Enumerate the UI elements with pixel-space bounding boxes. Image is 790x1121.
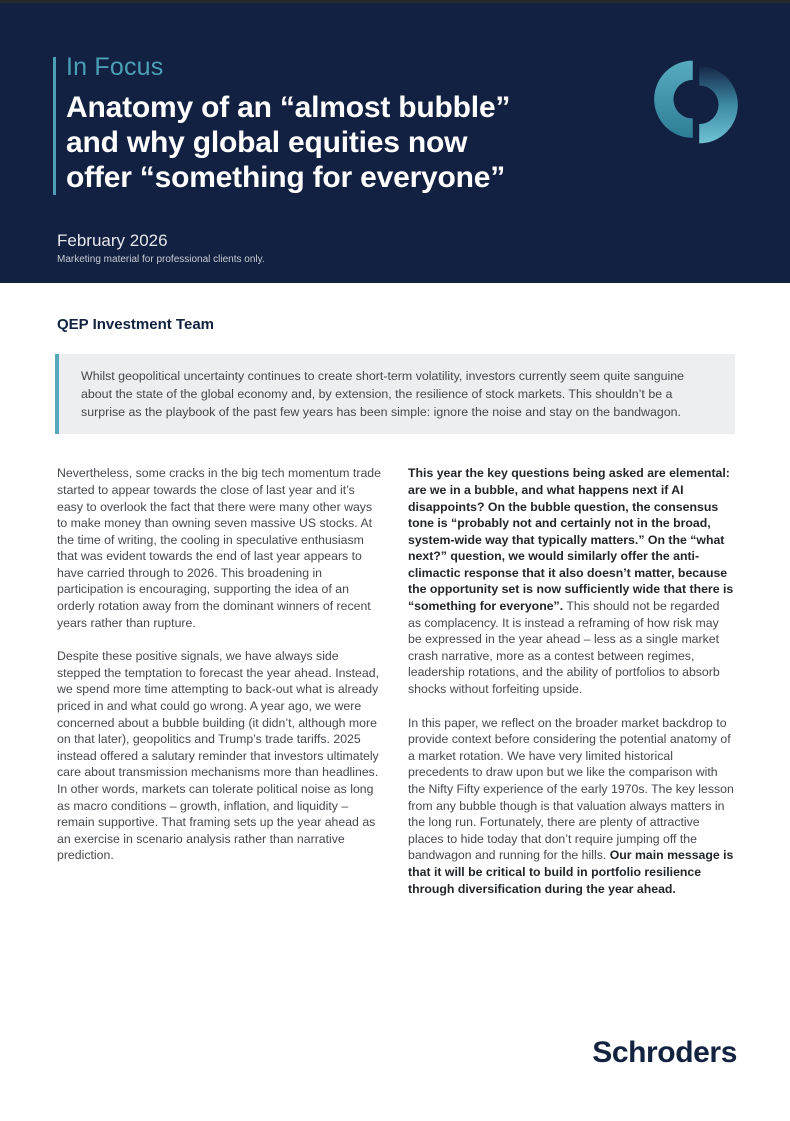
right-paragraph-1-bold: This year the key questions being asked are elemental: are we in a bubble, and what happens next if AI disappoints? On the bubble question, the consensus tone is “probably not and certainly not in the broad, system-wide way that typically matters.” On the “what next?” question, we would similarly offer the anti-climactic response that it also doesn’t matter, because the opportunity set is now sufficiently wide that there is “something for everyone”.	[408, 466, 734, 614]
right-paragraph-2-bold: Our main message is that it will be critical to build in portfolio resilience through diversification during the year ahead.	[408, 848, 734, 896]
right-column	[406, 465, 735, 914]
summary-callout-text: Whilst geopolitical uncertainty continues to create short-term volatility, investors currently seem quite sanguine about the state of the global economy and, by extension, the resilience of stock markets. This shouldn’t be a surprise as the playbook of the past few years has been simple: ignore the noise and stay on the bandwagon.	[81, 369, 685, 420]
title-line-1: Anatomy of an “almost bubble”	[66, 91, 511, 124]
left-column	[55, 465, 384, 914]
title-line-3: offer “something for everyone”	[66, 161, 506, 194]
accent-line	[53, 57, 56, 195]
document-title	[66, 90, 510, 195]
hero-banner	[0, 3, 790, 283]
page-body	[55, 283, 735, 914]
author-team-heading: QEP Investment Team	[57, 316, 215, 333]
title-line-2: and why global equities now	[66, 126, 468, 159]
publication-date: February 2026	[57, 231, 168, 250]
right-paragraph-1	[408, 465, 735, 697]
right-paragraph-2-regular: In this paper, we reflect on the broader market backdrop to provide context before considering the potential anatomy of a market rotation. We have very limited historical precedents to draw upon but we like the comparison with the Nifty Fifty experience of the early 1970s. The key lesson from any bubble though is that valuation always matters in the long run. Fortunately, there are plenty of attractive places to hide today that don’t require jumping off the bandwagon and running for the hills.	[408, 715, 734, 863]
marketing-disclaimer: Marketing material for professional clients only.	[57, 254, 265, 265]
right-paragraph-2	[408, 715, 735, 898]
schroders-wordmark: Schroders	[592, 1036, 737, 1069]
right-paragraph-1-regular: This should not be regarded as complacency. It is instead a reframing of how risk may be expressed in the year ahead – less as a single market crash narrative, more as a contest between regimes, leadership rotations, and the ability of portfolios to absorb shocks without forfeiting upside.	[408, 599, 720, 697]
left-paragraph-1: Nevertheless, some cracks in the big tech momentum trade started to appear towards the close of last year and it’s easy to overlook the fact that there were many other ways to make money than owning seven massive US stocks. At the time of writing, the cooling in speculative enthusiasm that was evident towards the end of last year appears to have carried through to 2026. This broadening in participation is encouraging, supporting the idea of an orderly rotation away from the dominant winners of recent years rather than rupture.	[57, 466, 381, 630]
summary-callout	[55, 354, 735, 434]
left-paragraph-2: Despite these positive signals, we have always side stepped the temptation to forecast the year ahead. Instead, we spend more time attempting to back-out what is already priced in and what could go wrong. A year ago, we were concerned about a bubble building (it didn’t, although more on that later), geopolitics and Trump’s trade tariffs. 2025 instead offered a salutary reminder that investors ultimately care about transmission mechanisms more than headlines. In other words, markets can tolerate political noise as long as macro conditions – growth, inflation, and liquidity – remain supportive. That framing sets up the year ahead as an exercise in scenario analysis rather than narrative prediction.	[57, 649, 379, 863]
two-column-body	[55, 465, 735, 914]
series-eyebrow: In Focus	[66, 53, 164, 81]
schroders-mark-icon	[650, 55, 742, 149]
